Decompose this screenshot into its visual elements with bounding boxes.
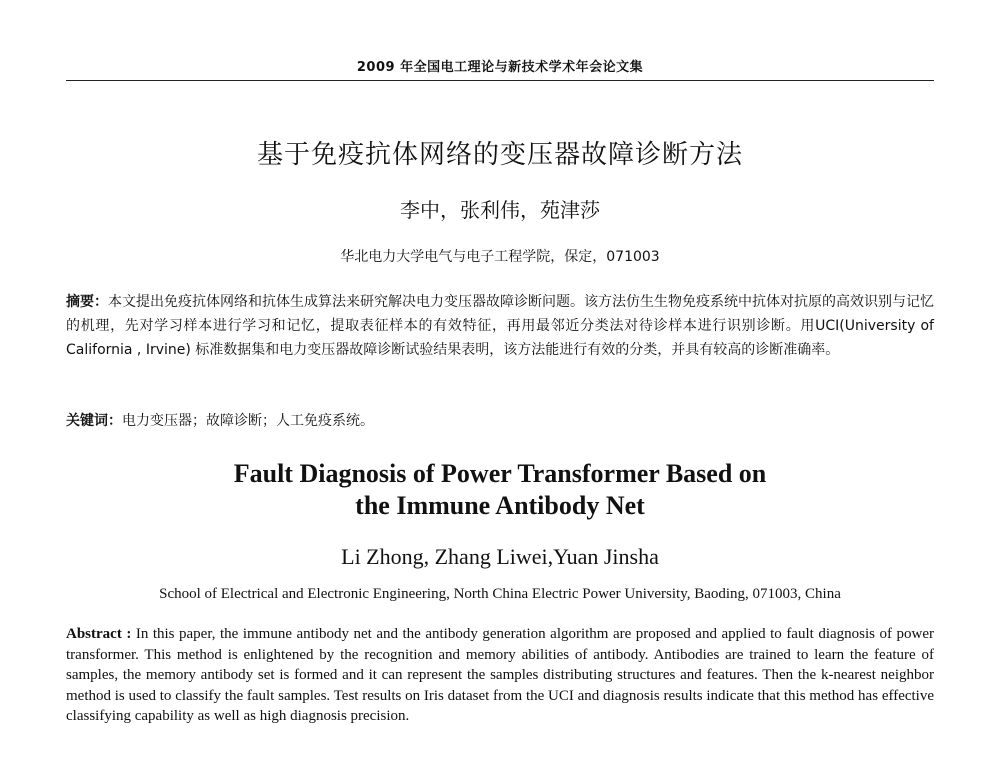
chinese-abstract-label: 摘要：: [66, 294, 108, 310]
chinese-abstract-text: 本文提出免疫抗体网络和抗体生成算法来研究解决电力变压器故障诊断问题。该方法仿生生物免疫系统中抗体对抗原的高效识别与记忆的机理，先对学习样本进行学习和记忆，提取表征样本的有效特征，再用最邻近分类法对待诊样本进行识别诊断。用UCI(University of California , Irvine) 标准数据集和电力变压器故障诊断试验结果表明，该方法能进行有效的分类，并具有较高的诊断准确率。: [66, 294, 934, 358]
chinese-keywords: [66, 410, 934, 430]
header-rule: [66, 80, 934, 81]
chinese-keywords-label: 关键词：: [66, 413, 122, 429]
english-abstract: [66, 624, 934, 727]
english-title-line-1: Fault Diagnosis of Power Transformer Based on: [233, 459, 767, 488]
english-title: [0, 458, 1000, 522]
chinese-authors: 李中，张利伟，苑津莎: [400, 198, 600, 222]
english-abstract-text: In this paper, the immune antibody net and the antibody generation algorithm are proposed and applied to fault diagnosis of power transformer. This method is enlightened by the recognition and memory abilities of antibody. Antibodies are trained to learn the feature of samples, the memory antibody set is formed and it can represent the samples distributing structures and features. Then the k-nearest neighbor method is used to classify the fault samples. Test results on Iris dataset from the UCI and diagnosis results indicate that this method has effective classifying capability as well as high diagnosis precision.: [66, 626, 934, 724]
running-header: 2009 年全国电工理论与新技术学术年会论文集: [356, 60, 644, 75]
english-abstract-label: Abstract :: [66, 626, 132, 642]
chinese-affiliation: 华北电力大学电气与电子工程学院，保定，071003: [340, 249, 660, 265]
chinese-keywords-text: 电力变压器；故障诊断；人工免疫系统。: [122, 413, 374, 429]
chinese-title: 基于免疫抗体网络的变压器故障诊断方法: [256, 140, 743, 170]
english-title-line-2: the Immune Antibody Net: [355, 491, 645, 520]
english-affiliation: School of Electrical and Electronic Engineering, North China Electric Power University, Baoding, 071003, China: [159, 586, 841, 602]
chinese-abstract: [66, 290, 934, 362]
english-authors: Li Zhong, Zhang Liwei,Yuan Jinsha: [341, 544, 659, 569]
